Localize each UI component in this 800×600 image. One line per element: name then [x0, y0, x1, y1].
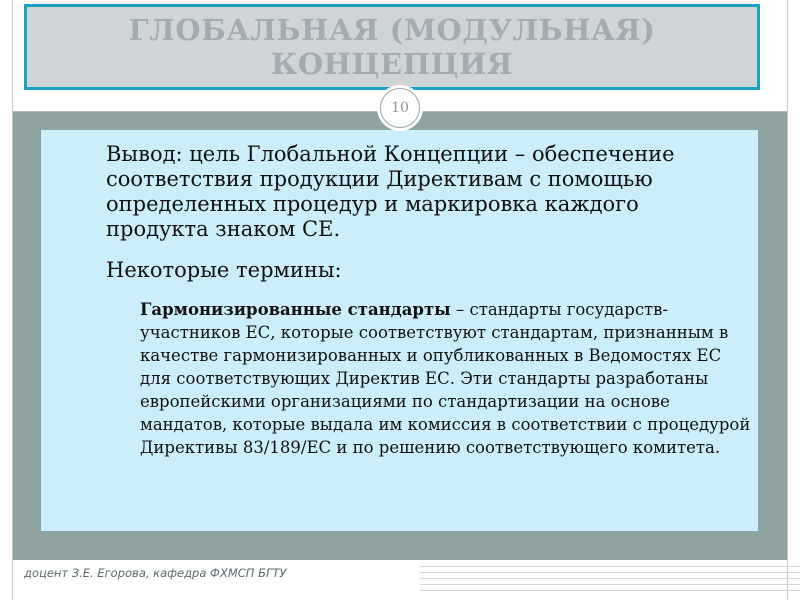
slide-title: ГЛОБАЛЬНАЯ (МОДУЛЬНАЯ) КОНЦЕПЦИЯ — [128, 13, 656, 81]
term-name: Гармонизированные стандарты — [140, 300, 451, 319]
slide-title-box — [24, 4, 760, 90]
right-margin-line — [787, 0, 788, 600]
harmonized-standards-definition — [140, 298, 752, 459]
footer-author: доцент З.Е. Егорова, кафедра ФХМСП БГТУ — [24, 566, 287, 580]
slide-number-badge: 10 — [380, 88, 420, 128]
terms-heading: Некоторые термины: — [106, 258, 342, 282]
conclusion-paragraph: Вывод: цель Глобальной Концепции – обеспечение соответствия продукции Директивам с помощью определенных процедур и маркировка каждого продукта знаком CE. — [106, 142, 675, 241]
term-definition: – стандарты государств-участников ЕС, которые соответствуют стандартам, признанным в качестве гармонизированных и опубликованных в Ведомостях ЕС для соответствующих Директив ЕС. Эти стандарты разработаны европейскими организациями по стандартизации на основе мандатов, которые выдала им комиссия в соответствии с процедурой Директивы 83/189/ЕС и по решению соответствующего комитета. — [140, 300, 751, 457]
footer-decoration — [420, 560, 800, 600]
